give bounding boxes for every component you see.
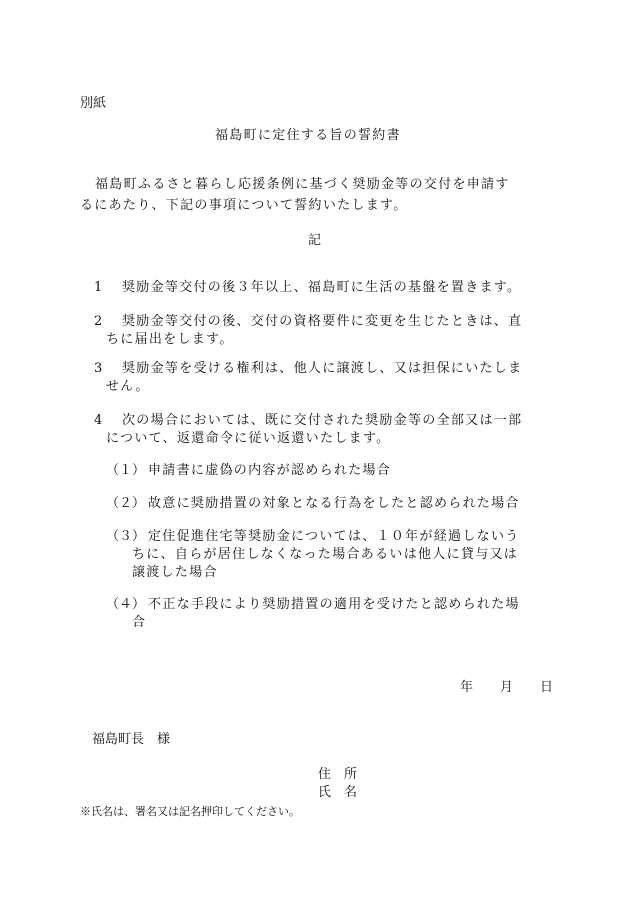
subitem-line: 申請書に虚偽の内容が認められた場合 xyxy=(148,463,392,478)
subitem-line: 不正な手段により奨励措置の適用を受けたと認められた場 xyxy=(148,597,520,612)
item-line: 奨励金等を受ける権利は、他人に譲渡し、又は担保にいたしま xyxy=(122,361,523,376)
subitem-line: 定住促進住宅等奨励金については、１０年が経過しないう xyxy=(148,529,520,544)
name-label: 氏 名 xyxy=(318,785,358,800)
document-title: 福島町に定住する旨の誓約書 xyxy=(215,128,401,143)
item-number: 4 xyxy=(94,413,103,428)
item-line: 奨励金等交付の後３年以上、福島町に生活の基盤を置きます。 xyxy=(122,280,522,295)
item-line: せん。 xyxy=(106,379,150,394)
date-month-label: 月 xyxy=(500,680,514,695)
item-number: 2 xyxy=(94,314,103,329)
subitem-line: 故意に奨励措置の対象となる行為をしたと認められた場合 xyxy=(148,496,520,511)
subitem-line: 譲渡した場合 xyxy=(132,565,218,580)
addressee: 福島町長 様 xyxy=(92,732,171,747)
date-day-label: 日 xyxy=(540,680,554,695)
intro-line-1: 福島町ふるさと暮らし応援条例に基づく奨励金等の交付を申請す xyxy=(95,177,510,192)
subitem-number: （３） xyxy=(106,529,146,544)
ki-heading: 記 xyxy=(308,233,322,248)
item-line: 奨励金等交付の後、交付の資格要件に変更を生じたときは、直 xyxy=(122,314,523,329)
attachment-label: 別紙 xyxy=(80,96,107,111)
subitem-number: （４） xyxy=(106,597,146,612)
footnote: ※氏名は、署名又は記名押印してください。 xyxy=(80,805,300,818)
subitem-number: （１） xyxy=(106,463,146,478)
subitem-line: 合 xyxy=(132,615,147,630)
item-line: 次の場合においては、既に交付された奨励金等の全部又は一部 xyxy=(122,413,523,428)
item-number: 3 xyxy=(94,361,103,376)
intro-line-2: るにあたり、下記の事項について誓約いたします。 xyxy=(80,198,408,213)
date-year-label: 年 xyxy=(460,680,474,695)
subitem-line: ちに、自らが居住しなくなった場合あるいは他人に貸与又は xyxy=(132,547,519,562)
subitem-number: （２） xyxy=(106,496,146,511)
item-line: ちに届出をします。 xyxy=(106,332,234,347)
item-number: 1 xyxy=(94,280,103,295)
item-line: について、返還命令に従い返還いたします。 xyxy=(106,431,391,446)
address-label: 住 所 xyxy=(318,767,358,782)
